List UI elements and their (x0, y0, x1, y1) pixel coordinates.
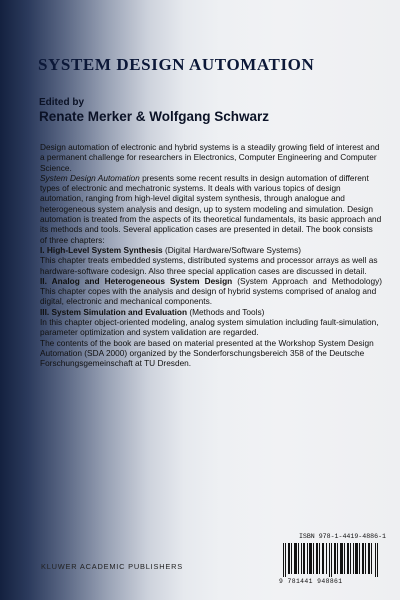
chapter-3-title: III. System Simulation and Evaluation (40, 306, 188, 317)
book-description (40, 142, 382, 369)
chapter-3-subtitle: (Methods and Tools) (187, 306, 265, 317)
chapter-2-subtitle: (System Approach and Methodology) (232, 275, 382, 286)
book-title-italic: System Design Automation (40, 172, 140, 183)
chapter-3-heading (40, 307, 382, 317)
book-title: SYSTEM DESIGN AUTOMATION (38, 55, 315, 74)
chapter-2-text: This chapter copes with the analysis and design of hybrid systems comprised of analog and digital, electronic and mechanical components. (40, 286, 377, 307)
publisher-name: KLUWER ACADEMIC PUBLISHERS (41, 562, 183, 571)
chapter-1-subtitle: (Digital Hardware/Software Systems) (162, 244, 301, 255)
edited-by-label: Edited by (39, 97, 85, 108)
chapter-2-title: II. Analog and Heterogeneous System Design (40, 275, 233, 286)
chapter-2-heading-line (40, 276, 382, 286)
chapter-1-title: I. High-Level System Synthesis (40, 244, 163, 255)
chapter-3-text: In this chapter object-oriented modeling, analog system simulation including fault-simulation, parameter optimization and system validation are regarded. (40, 317, 379, 338)
closing-paragraph: The contents of the book are based on material presented at the Workshop System Design Automation (SDA 2000) organized by the Sonderforschungsbereich 358 of the Deutsche Forschungsgemeinschaft at TU Dresden. (40, 337, 374, 369)
summary-paragraph (40, 173, 382, 245)
intro-paragraph: Design automation of electronic and hybrid systems is a steadily growing field of interest and a permanent challenge for researchers in Electronics, Computer Engineering and Computer Science. (40, 142, 380, 173)
barcode-number: 9 781441 948861 (279, 578, 343, 585)
editors-names: Renate Merker & Wolfgang Schwarz (39, 109, 270, 124)
chapter-1-text: This chapter treats embedded systems, distributed systems and processor arrays as well as hardware-software codesign. Also three special application cases are discussed in detail. (40, 255, 378, 276)
summary-text: presents some recent results in design automation of different types of electronic and mechatronic systems. It deals with various topics of design automation, ranging from high-level digital system synthesis, through analogue and heterogeneous system analysis and design, up to system modeling and simulation. Design automation is treated from the aspects of its theoretical fundamentals, its basic approach and its methods and tools. Several application cases are presented in detail. The book consists of three chapters: (40, 172, 382, 245)
chapter-1-heading (40, 245, 382, 255)
barcode-icon (282, 543, 382, 577)
isbn-label: ISBN 978-1-4419-4886-1 (298, 533, 386, 540)
